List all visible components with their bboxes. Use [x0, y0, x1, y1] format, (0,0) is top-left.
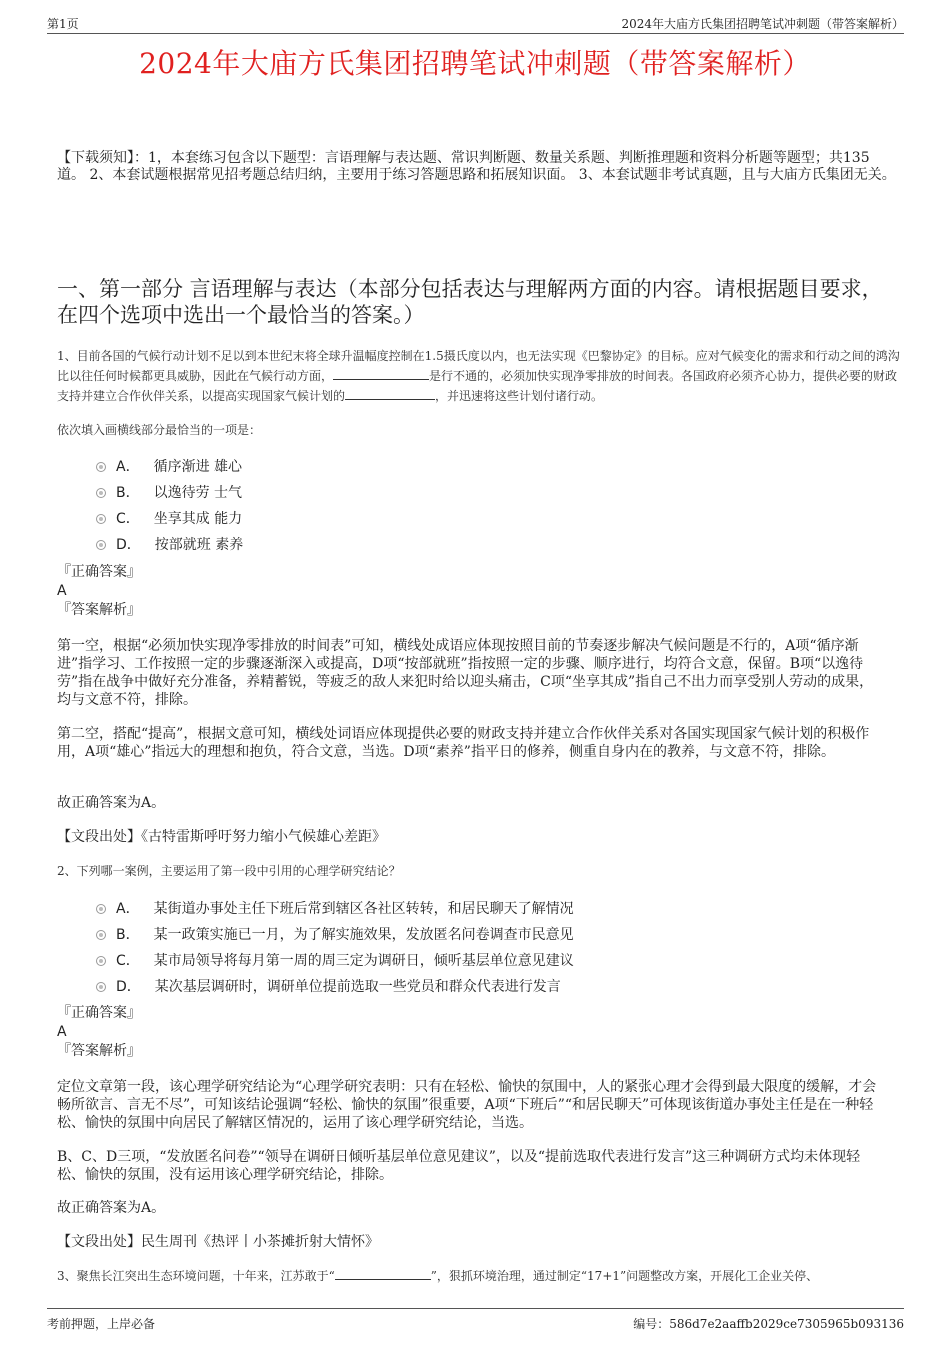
analysis-label: 『答案解析』 [57, 1043, 141, 1059]
footer-slogan: 考前押题，上岸必备 [47, 1317, 156, 1331]
question-2-answer-block [57, 1004, 887, 1061]
header-doc-title: 2024年大庙方氏集团招聘笔试冲刺题（带答案解析） [621, 17, 904, 31]
q1-source: 【文段出处】《古特雷斯呼吁努力缩小气候雄心差距》 [57, 829, 386, 845]
answer-label: 『正确答案』 [57, 564, 141, 580]
radio-icon[interactable] [96, 488, 106, 498]
question-3-text: 3、聚焦长江突出生态环境问题，十年来，江苏敢于“ ”，狠抓环境治理，通过制定“17+1”问题整改方案，开展化工企业关停、 [57, 1269, 819, 1283]
question-2-text: 2、下列哪一案例，主要运用了第一段中引用的心理学研究结论？ [57, 864, 401, 878]
page-number: 第1页 [47, 17, 79, 31]
option-d[interactable]: D． 某次基层调研时，调研单位提前选取一些党员和群众代表进行发言 [96, 973, 574, 999]
answer-value: A [57, 583, 67, 599]
q2-source: 【文段出处】民生周刊《热评丨小茶摊折射大情怀》 [57, 1234, 379, 1250]
radio-icon[interactable] [96, 514, 106, 524]
option-c[interactable]: C． 坐享其成 能力 [96, 505, 243, 531]
fill-blank-2 [345, 387, 435, 400]
radio-icon[interactable] [96, 930, 106, 940]
fill-blank-1 [333, 367, 429, 380]
q1-analysis-1: 第一空，根据“必须加快实现净零排放的时间表”可知，横线处成语应体现按照目前的节奏逐步解决气候问题是不行的，A项“循序渐进”指学习、工作按照一定的步骤逐渐深入或提高，D项“按部就班”指按照一定的步骤、顺序进行，均符合文意，保留。B项“以逸待劳”指在战争中做好充分准备，养精蓄锐，等疲乏的敌人来犯时给以迎头痛击，C项“坐享其成”指自己不出力而享受别人劳动的成果，均与文意不符，排除。 [57, 638, 874, 708]
q1-analysis-2: 第二空，搭配“提高”，根据文意可知，横线处词语应体现提供必要的财政支持并建立合作伙伴关系对各国实现国家气候计划的积极作用，A项“雄心”指远大的理想和抱负，符合文意，当选。D项“素养”指平日的修养，侧重自身内在的教养，与文意不符，排除。 [57, 726, 870, 760]
fill-blank-3 [335, 1267, 431, 1280]
q2-analysis-1: 定位文章第一段，该心理学研究结论为“心理学研究表明：只有在轻松、愉快的氛围中，人的紧张心理才会得到最大限度的缓解，才会畅所欲言、言无不尽”，可知该结论强调“轻松、愉快的氛围”很重要，A项“下班后”“和居民聊天”可体现该街道办事处主任是在一种轻松、愉快的氛围中向居民了解辖区情况的，运用了该心理学研究结论，当选。 [57, 1079, 877, 1131]
question-1-answer-block [57, 563, 887, 620]
page-footer [47, 1308, 904, 1334]
radio-icon[interactable] [96, 462, 106, 472]
analysis-label: 『答案解析』 [57, 602, 141, 618]
radio-icon[interactable] [96, 982, 106, 992]
option-c[interactable]: C． 某市局领导将每月第一周的周三定为调研日，倾听基层单位意见建议 [96, 947, 574, 973]
page-header [47, 13, 904, 34]
section-title: 一、第一部分 言语理解与表达（本部分包括表达与理解两方面的内容。请根据题目要求，在四个选项中选出一个最恰当的答案。） [57, 277, 883, 327]
question-1-options [96, 453, 243, 557]
question-1-prompt: 依次填入画横线部分最恰当的一项是： [57, 423, 262, 437]
answer-label: 『正确答案』 [57, 1005, 141, 1021]
footer-doc-id: 编号：586d7e2aaffb2029ce7305965b093136 [633, 1317, 904, 1331]
download-notice: 【下载须知】：1，本套练习包含以下题型：言语理解与表达题、常识判断题、数量关系题、判断推理题和资料分析题等题型；共135道。 2、本套试题根据常见招考题总结归纳，主要用于练习答题思路和拓展知识面。 3、本套试题非考试真题，且与大庙方氏集团无关。 [57, 150, 896, 183]
document-title: 2024年大庙方氏集团招聘笔试冲刺题（带答案解析） [139, 47, 811, 80]
q2-analysis-3: 故正确答案为A。 [57, 1200, 166, 1216]
radio-icon[interactable] [96, 904, 106, 914]
q1-analysis-3: 故正确答案为A。 [57, 795, 166, 811]
q2-analysis-2: B、C、D三项，“发放匿名问卷”“领导在调研日倾听基层单位意见建议”，以及“提前选取代表进行发言”这三种调研方式均未体现轻松、愉快的氛围，没有运用该心理学研究结论，排除。 [57, 1149, 861, 1183]
question-1-text: 1、目前各国的气候行动计划不足以到本世纪末将全球升温幅度控制在1.5摄氏度以内，也无法实现《巴黎协定》的目标。应对气候变化的需求和行动之间的鸿沟比以往任何时候都更具威胁，因此在气候行动方面， 是行不通的，必须加快实现净零排放的时间表。各国政府必须齐心协力，提供必要的财政支持并建立合作伙伴关系，以提高实现国家气候计划的 ，并迅速将这些计划付诸行动。 [57, 349, 900, 403]
radio-icon[interactable] [96, 956, 106, 966]
answer-value: A [57, 1024, 67, 1040]
option-b[interactable]: B． 以逸待劳 士气 [96, 479, 243, 505]
option-d[interactable]: D． 按部就班 素养 [96, 531, 243, 557]
option-a[interactable]: A． 某街道办事处主任下班后常到辖区各社区转转，和居民聊天了解情况 [96, 895, 574, 921]
radio-icon[interactable] [96, 540, 106, 550]
option-b[interactable]: B． 某一政策实施已一月，为了解实施效果，发放匿名问卷调查市民意见 [96, 921, 574, 947]
question-2-options [96, 895, 574, 999]
option-a[interactable]: A． 循序渐进 雄心 [96, 453, 243, 479]
